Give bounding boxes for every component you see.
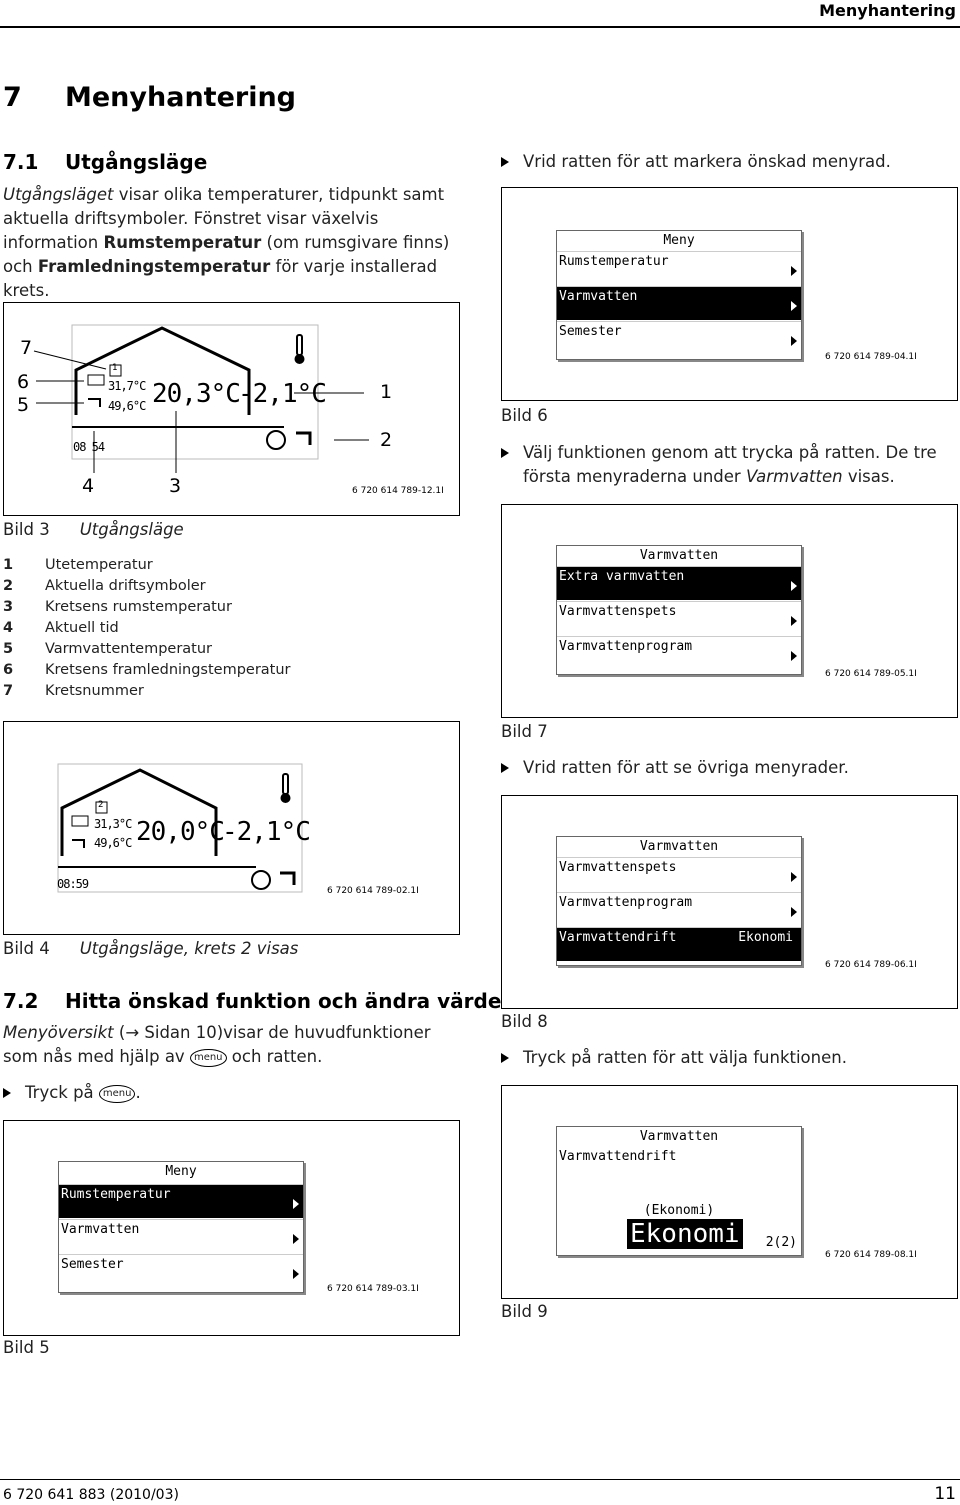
display-title: Varmvatten: [639, 1129, 719, 1144]
figure-3-box: [3, 302, 460, 516]
callout-2: 2: [380, 429, 393, 451]
figure-code: 6 720 614 789-05.1I: [825, 669, 917, 679]
legend-number: 1: [3, 557, 14, 573]
term-utgangslaget: Utgångsläget: [3, 185, 114, 204]
subsection-7-1-heading: [3, 150, 207, 174]
running-header: Menyhantering: [819, 1, 956, 20]
term-rumstemperatur: Rumstemperatur: [103, 233, 262, 252]
legend-text: Aktuella driftsymboler: [45, 578, 206, 594]
radiator-icon: [72, 816, 88, 826]
current-time: 08:59: [57, 877, 89, 891]
legend-number: 7: [3, 683, 14, 699]
menu-row-label: Varmvattenspets: [559, 604, 677, 619]
menu-row-label: Rumstemperatur: [61, 1187, 171, 1202]
legend-item: [3, 555, 291, 576]
legend-text: Kretsens framledningstemperatur: [45, 662, 291, 678]
pump-icon: [267, 431, 285, 449]
legend-item: [3, 639, 291, 660]
legend-item: [3, 576, 291, 597]
caption-number: Bild 5: [3, 1338, 50, 1357]
figure-3-legend: [3, 555, 291, 702]
legend-item: [3, 597, 291, 618]
legend-text: Aktuell tid: [45, 620, 119, 636]
para-text: och ratten.: [226, 1047, 323, 1066]
legend-item: [3, 618, 291, 639]
para-text: visar olika temperaturer, tidpunkt samt aktuella driftsymboler. Fönstret visar växelvis information: [3, 185, 445, 252]
room-temperature: 20,0°C: [136, 817, 224, 847]
callout-5: 5: [17, 394, 30, 416]
bullet-triangle-icon: [501, 448, 509, 458]
step-text: visas.: [842, 467, 895, 486]
document-number: 6 720 641 883 (2010/03): [3, 1487, 179, 1503]
figure-code: 6 720 614 789-02.1I: [327, 886, 419, 896]
menu-row-varmvatten[interactable]: [557, 286, 801, 320]
step-rotate-more: [501, 756, 849, 780]
menu-row-extra-varmvatten[interactable]: [557, 566, 801, 600]
legend-text: Kretsnummer: [45, 683, 144, 699]
display-title: Meny: [165, 1164, 197, 1179]
menu-row-label: Varmvattenspets: [559, 860, 677, 875]
callout-4: 4: [82, 475, 95, 497]
legend-number: 4: [3, 620, 14, 636]
subsection-title: Hitta önskad funktion och ändra värde: [65, 989, 502, 1013]
figure-9-caption: [501, 1302, 548, 1321]
current-time: 08 54: [73, 440, 105, 454]
menu-row-semester[interactable]: [557, 321, 801, 355]
legend-number: 5: [3, 641, 14, 657]
caption-number: Bild 9: [501, 1302, 548, 1321]
figure-4-caption: [3, 939, 298, 958]
callout-7: 7: [20, 337, 33, 359]
chevron-right-icon: [791, 301, 797, 311]
menu-row-varmvattenprogram[interactable]: [557, 892, 801, 926]
section-title-text: Menyhantering: [65, 82, 297, 113]
current-value: (Ekonomi): [643, 1203, 715, 1218]
figure-3-caption: [3, 520, 184, 539]
term-framledningstemperatur: Framledningstemperatur: [37, 257, 271, 276]
menu-row-varmvattenprogram[interactable]: [557, 636, 801, 670]
menu-row-label: Varmvattendrift: [559, 930, 677, 945]
pump-icon: [252, 871, 270, 889]
para-text: (om rumsgivare finns) och: [3, 233, 450, 276]
para-text: (: [113, 1023, 126, 1042]
selected-value[interactable]: Ekonomi: [627, 1219, 743, 1249]
step-text: Välj funktionen genom att trycka på ratten. De tre första menyraderna under: [523, 443, 937, 486]
caption-number: Bild 4: [3, 939, 50, 958]
section-title: [3, 82, 296, 113]
figure-7-caption: [501, 722, 548, 741]
menu-overview-paragraph: [3, 1021, 458, 1069]
legend-text: Utetemperatur: [45, 557, 153, 573]
menu-row-label: Varmvattenprogram: [559, 639, 693, 654]
hot-water-temperature: 49,6°C: [94, 836, 132, 850]
bullet-triangle-icon: [501, 763, 509, 773]
step-press-menu: [3, 1081, 141, 1105]
outdoor-temperature: -2,1°C: [238, 379, 326, 409]
menu-button-icon: menu: [190, 1049, 227, 1067]
figure-5-caption: [3, 1338, 50, 1357]
tap-icon: [88, 399, 100, 407]
room-temperature: 20,3°C: [152, 379, 240, 409]
subsection-7-2-heading: [3, 989, 501, 1013]
circuit-number: 1: [112, 363, 117, 373]
menu-display: [556, 836, 802, 966]
legend-item: [3, 681, 291, 702]
thermometer-icon: [281, 793, 291, 803]
chevron-right-icon: [791, 616, 797, 626]
tap-status-icon: [296, 433, 310, 445]
figure-7-box: [501, 504, 958, 718]
setting-display: [556, 1126, 802, 1256]
figure-9-box: [501, 1085, 958, 1299]
home-screen-illustration: [4, 303, 459, 515]
menu-row-label: Semester: [61, 1257, 124, 1272]
chevron-right-icon: [791, 266, 797, 276]
menu-display: [58, 1161, 304, 1293]
page-number: 11: [934, 1484, 956, 1504]
caption-number: Bild 3: [3, 520, 50, 539]
step-press-dial: [501, 1046, 847, 1070]
figure-code: 6 720 614 789-04.1I: [825, 352, 917, 362]
figure-8-caption: [501, 1012, 548, 1031]
menu-row-rumstemperatur[interactable]: [557, 251, 801, 285]
caption-number: Bild 7: [501, 722, 548, 741]
chevron-right-icon: [293, 1234, 299, 1244]
step-text: .: [135, 1083, 141, 1102]
chevron-right-icon: [791, 651, 797, 661]
term-menyoversikt: Menyöversikt: [3, 1023, 114, 1042]
chevron-right-icon: [791, 581, 797, 591]
menu-row-value: Ekonomi: [738, 930, 793, 945]
menu-row-label: Semester: [559, 324, 622, 339]
outdoor-temperature: -2,1°C: [222, 817, 310, 847]
figure-code: 6 720 614 789-12.1I: [352, 486, 444, 496]
circuit-number: 2: [98, 800, 103, 810]
flow-temperature: 31,3°C: [94, 817, 132, 831]
chevron-right-icon: [791, 872, 797, 882]
arrow-right-icon: →: [125, 1023, 140, 1042]
legend-number: 3: [3, 599, 14, 615]
legend-text: Kretsens rumstemperatur: [45, 599, 232, 615]
step-rotate-dial: [501, 150, 891, 174]
tap-status-icon: [280, 873, 294, 885]
menu-display: [556, 545, 802, 675]
callout-1: 1: [380, 381, 393, 403]
figure-code: 6 720 614 789-08.1I: [825, 1250, 917, 1260]
caption-title: Utgångsläge: [79, 520, 184, 539]
callout-6: 6: [17, 371, 30, 393]
legend-number: 2: [3, 578, 14, 594]
figure-5-box: [3, 1120, 460, 1336]
menu-row-label: Varmvatten: [559, 289, 638, 304]
step-select-function: [501, 441, 960, 489]
menu-row-varmvatten[interactable]: [59, 1219, 303, 1253]
caption-number: Bild 6: [501, 406, 548, 425]
menu-row-varmvattendrift[interactable]: [557, 927, 801, 961]
subsection-title: Utgångsläge: [65, 150, 208, 174]
para-text: Sidan 10)visar de huvudfunktioner som nås med hjälp av: [3, 1023, 431, 1066]
radiator-icon: [88, 375, 104, 385]
flow-temperature: 31,7°C: [108, 379, 146, 393]
intro-paragraph: [3, 183, 458, 303]
menu-display: [556, 230, 802, 360]
thermometer-icon: [295, 354, 305, 364]
tap-icon: [72, 840, 84, 848]
subsection-number: 7.2: [3, 989, 39, 1013]
bullet-triangle-icon: [3, 1088, 11, 1098]
figure-6-box: [501, 187, 958, 401]
step-text: Vrid ratten för att se övriga menyrader.: [523, 758, 849, 777]
figure-code: 6 720 614 789-06.1I: [825, 960, 917, 970]
figure-code: 6 720 614 789-03.1I: [327, 1284, 419, 1294]
menu-row-label: Varmvattenprogram: [559, 895, 693, 910]
menu-row-label: Varmvatten: [61, 1222, 140, 1237]
display-title: Varmvatten: [639, 548, 719, 563]
caption-number: Bild 8: [501, 1012, 548, 1031]
figure-6-caption: [501, 406, 548, 425]
legend-text: Varmvattentemperatur: [45, 641, 212, 657]
setting-name: Varmvattendrift: [559, 1149, 677, 1164]
hot-water-temperature: 49,6°C: [108, 399, 146, 413]
display-title: Meny: [663, 233, 695, 248]
chevron-right-icon: [791, 907, 797, 917]
legend-item: [3, 660, 291, 681]
footer-rule: [0, 1479, 960, 1480]
subsection-number: 7.1: [3, 150, 39, 174]
section-number: 7: [3, 82, 22, 113]
figure-8-box: [501, 795, 958, 1009]
menu-row-varmvattenspets[interactable]: [557, 857, 801, 891]
chevron-right-icon: [791, 336, 797, 346]
menu-row-label: Extra varmvatten: [559, 569, 685, 584]
para-text: för varje installerad krets.: [3, 257, 438, 300]
chevron-right-icon: [293, 1269, 299, 1279]
bullet-triangle-icon: [501, 157, 509, 167]
menu-row-label: Rumstemperatur: [559, 254, 669, 269]
menu-button-icon: menu: [99, 1085, 136, 1103]
chevron-right-icon: [293, 1199, 299, 1209]
caption-title: Utgångsläge, krets 2 visas: [79, 939, 299, 958]
term-varmvatten: Varmvatten: [745, 467, 843, 486]
bullet-triangle-icon: [501, 1053, 509, 1063]
menu-row-varmvattenspets[interactable]: [557, 601, 801, 635]
step-text: Tryck på: [25, 1083, 99, 1102]
figure-4-box: [3, 721, 460, 935]
menu-row-rumstemperatur[interactable]: [59, 1184, 303, 1218]
menu-row-semester[interactable]: [59, 1254, 303, 1288]
option-index: 2(2): [765, 1235, 797, 1250]
legend-number: 6: [3, 662, 14, 678]
step-text: Tryck på ratten för att välja funktionen.: [523, 1048, 847, 1067]
display-title: Varmvatten: [639, 839, 719, 854]
callout-3: 3: [169, 475, 182, 497]
step-text: Vrid ratten för att markera önskad menyrad.: [523, 152, 891, 171]
header-rule: [0, 26, 960, 28]
